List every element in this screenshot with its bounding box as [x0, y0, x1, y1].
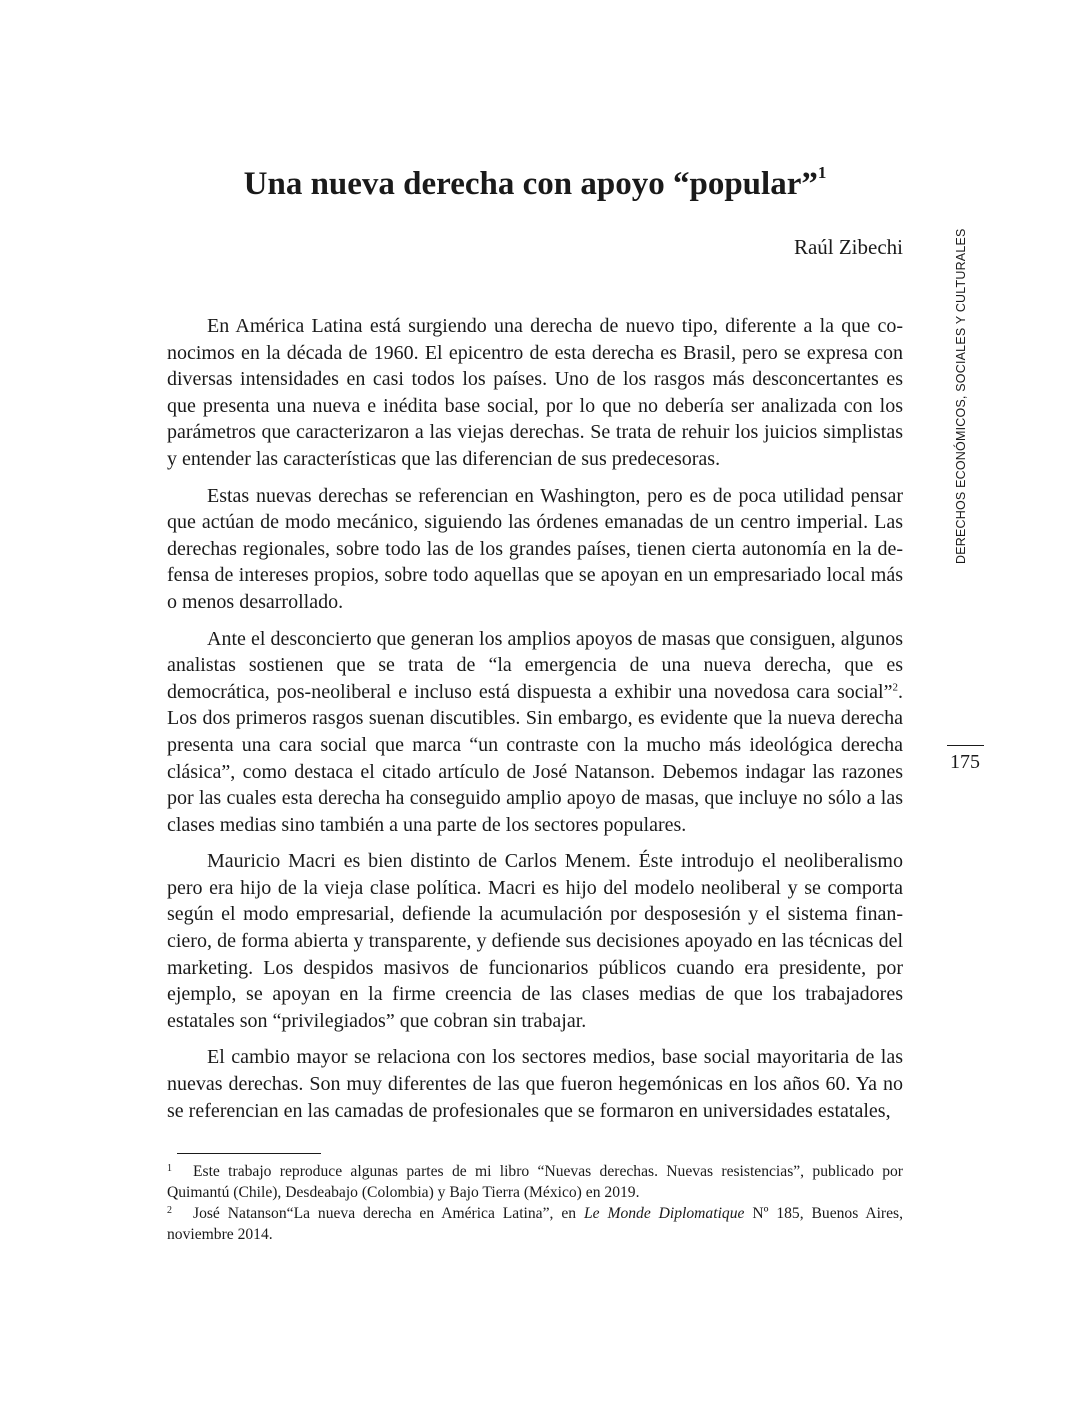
- paragraph-4: Mauricio Macri es bien distinto de Carlos Menem. Éste introdujo el neoliberalismo pero era hijo de la vieja clase política. Macri es hijo del modelo neoliberal y se comporta según el modo empresarial, defiende la acumulación por desposesión y el sistema financiero, de forma abierta y transparente, y defiende sus decisiones apoyado en las técnicas del marketing. Los despidos masivos de funcionarios públicos cuando era presidente, por ejemplo, se apoyan en la firme creencia de las clases medias de que los trabajadores estatales son “privilegiados” que cobran sin trabajar.: [167, 850, 903, 1032]
- paragraph-3-part-b: . Los dos primeros rasgos suenan discutibles. Sin embargo, es evidente que la nueva derecha presenta una cara social que marca “un contraste con la mucho más ideológica derecha clásica”, como destaca el citado artículo de José Natanson. Debemos indagar las razones por las cuales esta derecha ha conseguido amplio apoyo de masas, que incluye no sólo a las clases medias sino también a una parte de los sectores populares.: [167, 680, 903, 836]
- footnote-2-number: 2: [167, 1205, 172, 1216]
- footnote-2: [167, 1203, 903, 1245]
- page-number: 175: [950, 751, 980, 773]
- footnote-2-publication: Le Monde Diplomatique: [583, 1205, 745, 1222]
- footnote-separator: [177, 1153, 321, 1154]
- paragraph-1: En América Latina está surgiendo una derecha de nuevo tipo, diferente a la que conocimos en la década de 1960. El epicentro de esta derecha es Brasil, pero se expresa con diversas intensidades en casi todos los países. Uno de los rasgos más desconcertantes es que presenta una nueva e inédita base social, por lo que no debería ser analizada con los parámetros que caracterizaron a las viejas derechas. Se trata de rehuir los juicios simplistas y entender las características que las diferencian de sus predecesoras.: [167, 315, 903, 470]
- article-title-text: Una nueva derecha con apoyo “popular”: [243, 166, 818, 202]
- paragraph-2: Estas nuevas derechas se referencian en Washington, pero es de poca utilidad pensar que actúan de modo mecánico, siguiendo las órdenes emanadas de un centro imperial. Las derechas regionales, sobre todo las de los grandes países, tienen cierta autonomía en la defensa de intereses propios, sobre todo aquellas que se apoyan en un empresariado local más o menos desarrollado.: [167, 484, 903, 613]
- title-footnote-marker[interactable]: 1: [817, 163, 827, 182]
- footnote-2-text-a: José Natanson“La nueva derecha en América Latina”, en: [193, 1205, 584, 1222]
- footnotes: [167, 1161, 903, 1245]
- footnote-2-text-b: Nº 185, Buenos Aires, noviembre 2014.: [167, 1205, 904, 1243]
- paragraph-3-part-a: Ante el desconcierto que generan los amplios apoyos de masas que consiguen, algunos analistas sostienen que se trata de “la emergencia de una nueva derecha, que es democrática, pos-neoliberal e incluso está dispuesta a exhibir una novedosa cara social”: [167, 627, 903, 703]
- section-side-label: DERECHOS ECONÓMICOS, SOCIALES Y CULTURALES: [954, 228, 968, 564]
- footnote-1: [167, 1161, 903, 1203]
- paragraph-3: [167, 626, 903, 839]
- page-number-rule: [947, 745, 984, 746]
- paragraph-5: El cambio mayor se relaciona con los sectores medios, base social mayoritaria de las nuevas derechas. Son muy diferentes de las que fueron hegemónicas en los años 60. Ya no se referencian en las camadas de profesionales que se formaron en universidades estatales,: [167, 1046, 903, 1122]
- author-name: Raúl Zibechi: [793, 235, 903, 259]
- footnote-1-text: Este trabajo reproduce algunas partes de mi libro “Nuevas derechas. Nuevas resistencias”, publicado por Quimantú (Chile), Desdeabajo (Colombia) y Bajo Tierra (México) en 2019.: [167, 1163, 903, 1201]
- footnote-2-marker[interactable]: 2: [892, 681, 898, 694]
- footnote-1-number: 1: [167, 1163, 172, 1174]
- article-title: [165, 162, 905, 206]
- article-body: [167, 313, 903, 1134]
